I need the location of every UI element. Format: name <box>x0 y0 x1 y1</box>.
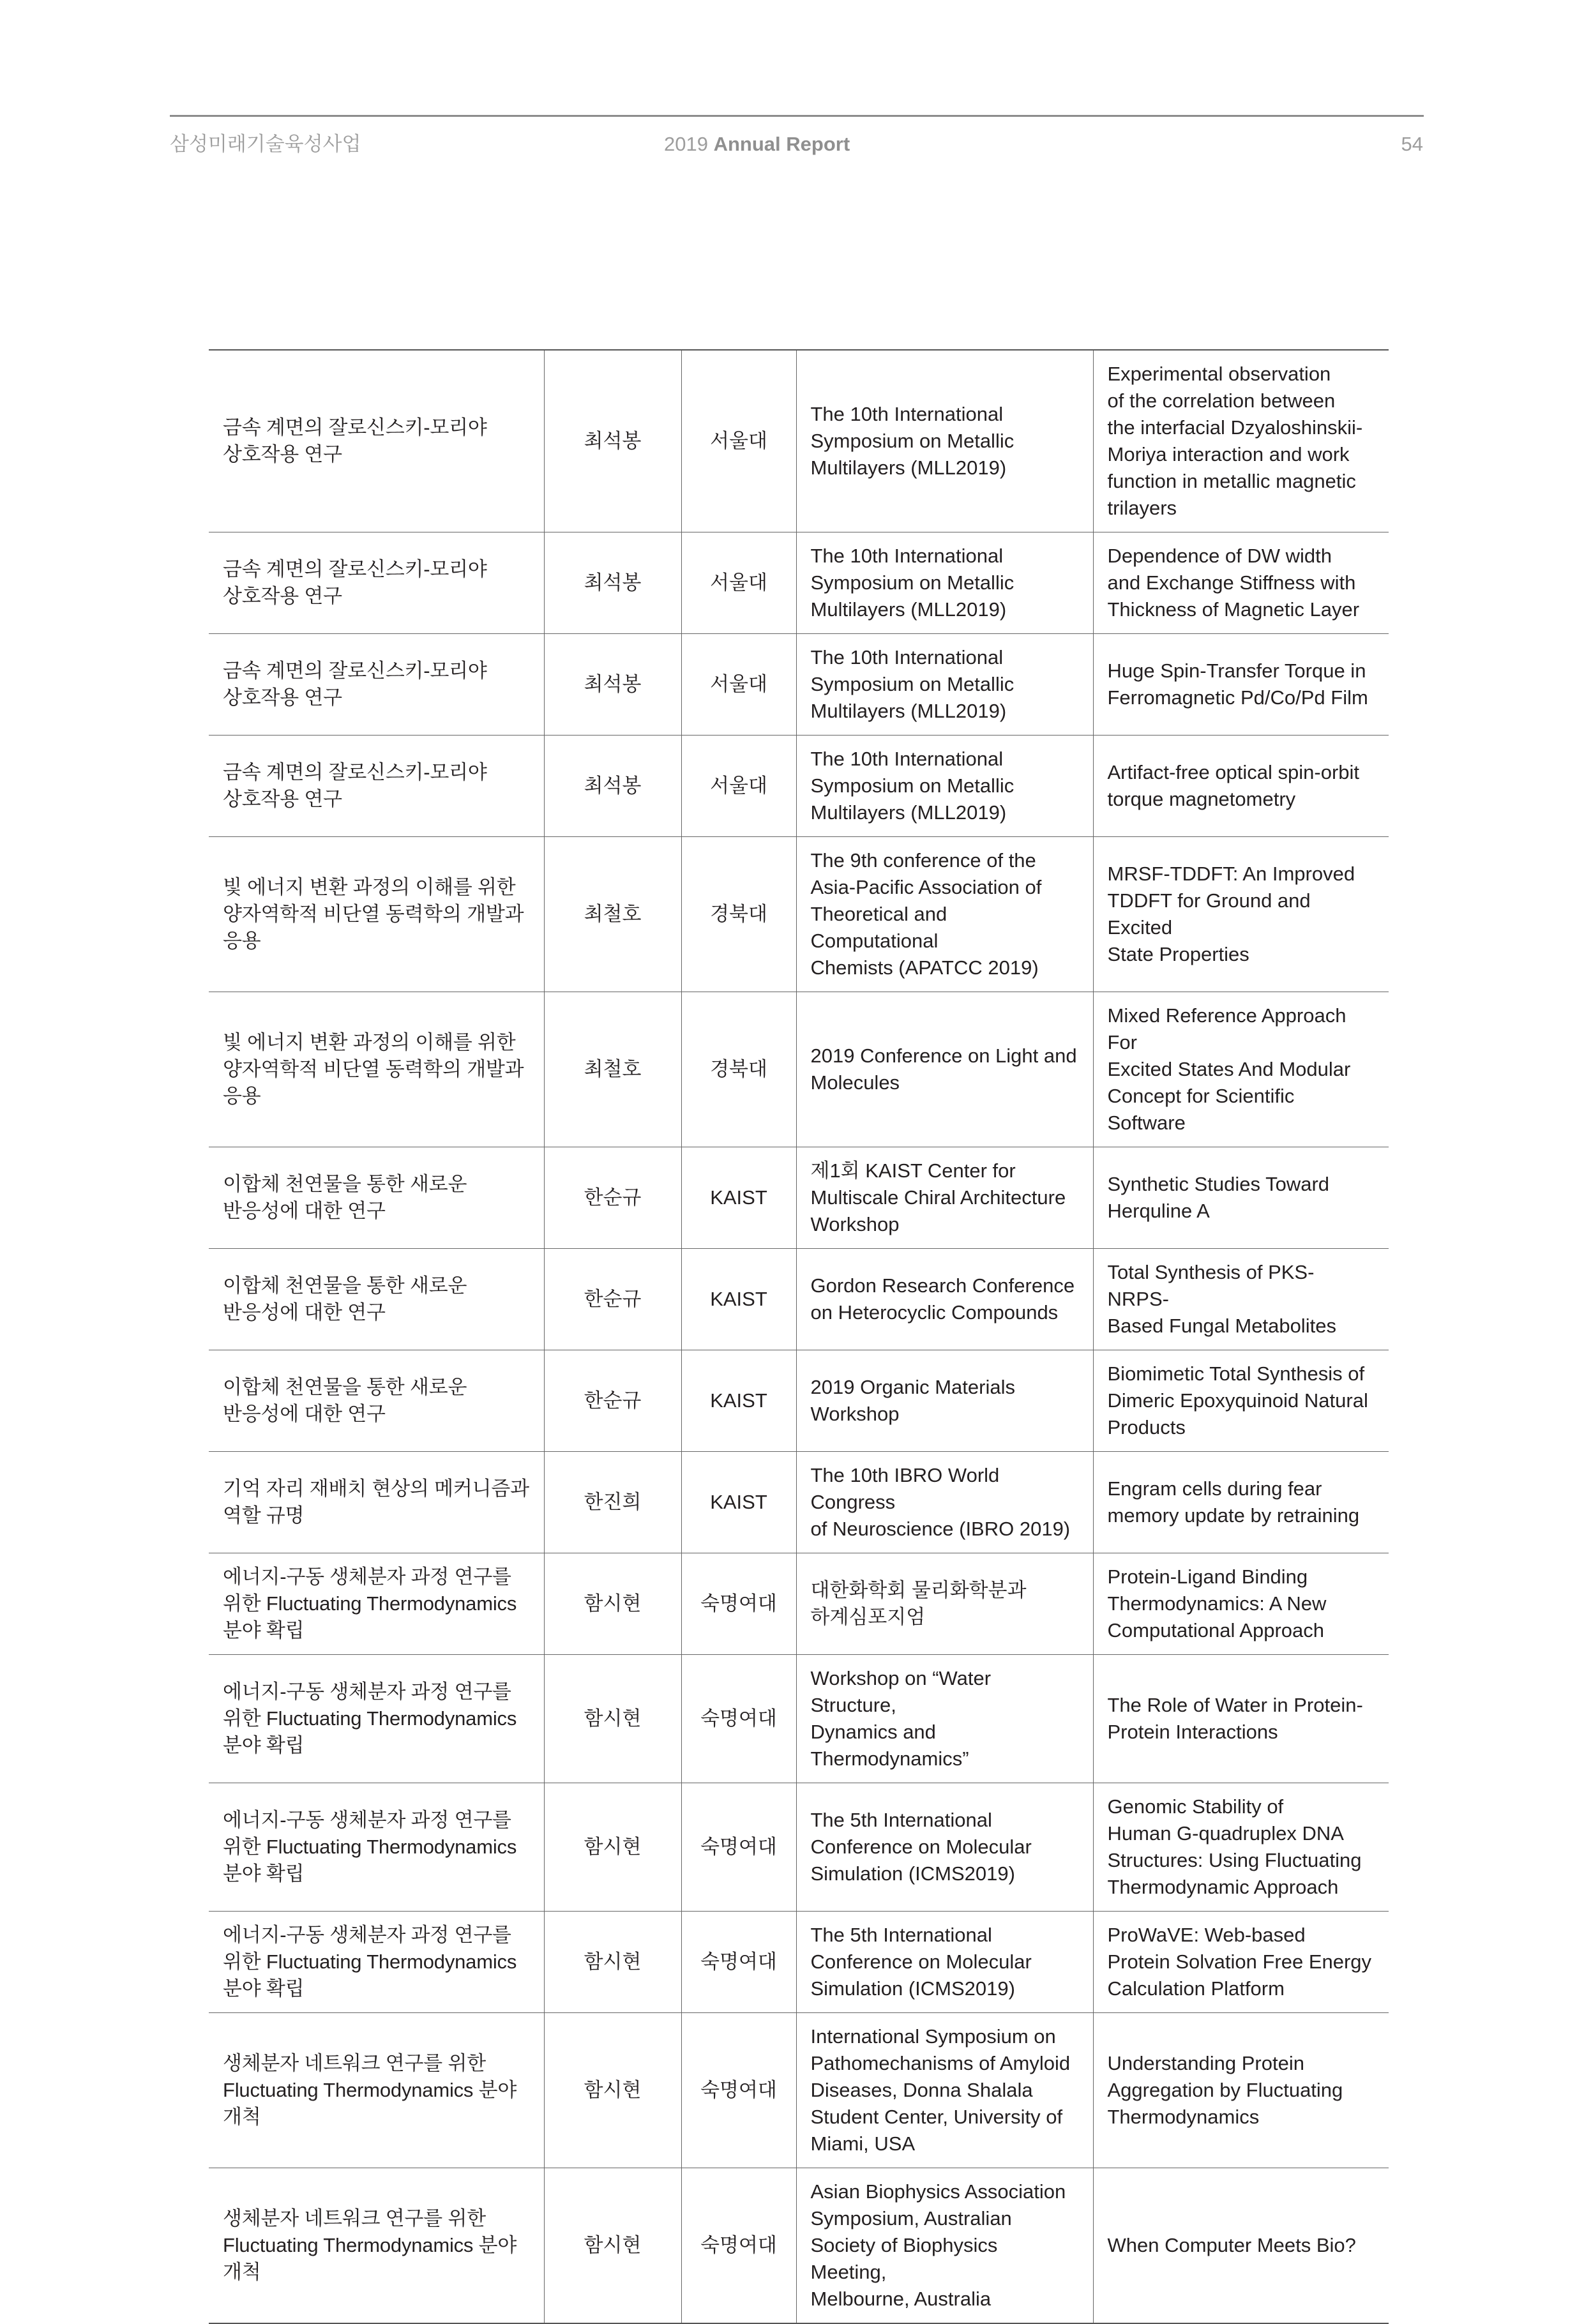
table-row <box>209 2013 1389 2168</box>
researcher-cell: 함시현 <box>544 1783 681 1912</box>
conference-cell: The 5th International Conference on Molecular Simulation (ICMS2019) <box>796 1783 1093 1912</box>
presentation-title-cell: Huge Spin-Transfer Torque in Ferromagnetic Pd/Co/Pd Film <box>1093 634 1389 736</box>
institution-cell: 서울대 <box>681 532 796 634</box>
institution-cell: KAIST <box>681 1350 796 1452</box>
institution-cell: 경북대 <box>681 992 796 1147</box>
researcher-cell: 최철호 <box>544 992 681 1147</box>
research-topic-cell: 금속 계면의 잘로신스키-모리야 상호작용 연구 <box>209 532 544 634</box>
presentation-title-cell: Engram cells during fear memory update by retraining <box>1093 1452 1389 1553</box>
institution-cell: 숙명여대 <box>681 1655 796 1783</box>
researcher-cell: 함시현 <box>544 2168 681 2324</box>
researcher-cell: 최철호 <box>544 837 681 992</box>
institution-cell: 서울대 <box>681 350 796 532</box>
conference-cell: Asian Biophysics Association Symposium, Australian Society of Biophysics Meeting, Melbourne, Australia <box>796 2168 1093 2324</box>
conference-cell: 2019 Organic Materials Workshop <box>796 1350 1093 1452</box>
conference-cell: 2019 Conference on Light and Molecules <box>796 992 1093 1147</box>
presentation-title-cell: When Computer Meets Bio? <box>1093 2168 1389 2324</box>
table-row <box>209 1912 1389 2013</box>
research-topic-cell: 생체분자 네트워크 연구를 위한 Fluctuating Thermodynamics 분야 개척 <box>209 2168 544 2324</box>
research-topic-cell: 금속 계면의 잘로신스키-모리야 상호작용 연구 <box>209 736 544 837</box>
institution-cell: KAIST <box>681 1249 796 1350</box>
research-topic-cell: 빛 에너지 변환 과정의 이해를 위한 양자역학적 비단열 동력학의 개발과 응용 <box>209 837 544 992</box>
research-topic-cell: 생체분자 네트워크 연구를 위한 Fluctuating Thermodynamics 분야 개척 <box>209 2013 544 2168</box>
table-row <box>209 1147 1389 1249</box>
table-row <box>209 634 1389 736</box>
presentation-table <box>209 349 1389 2324</box>
researcher-cell: 함시현 <box>544 1912 681 2013</box>
researcher-cell: 최석봉 <box>544 634 681 736</box>
table-body <box>209 350 1389 2323</box>
report-name: Annual Report <box>713 133 850 155</box>
researcher-cell: 최석봉 <box>544 350 681 532</box>
conference-cell: Workshop on “Water Structure, Dynamics and Thermodynamics” <box>796 1655 1093 1783</box>
presentation-title-cell: Synthetic Studies Toward Herquline A <box>1093 1147 1389 1249</box>
report-title <box>664 132 850 157</box>
researcher-cell: 함시현 <box>544 1655 681 1783</box>
researcher-cell: 한순규 <box>544 1249 681 1350</box>
table-row <box>209 1783 1389 1912</box>
table-row <box>209 1452 1389 1553</box>
table-row <box>209 1553 1389 1655</box>
institution-cell: KAIST <box>681 1147 796 1249</box>
presentation-title-cell: Total Synthesis of PKS-NRPS- Based Fungal Metabolites <box>1093 1249 1389 1350</box>
conference-cell: The 10th International Symposium on Metallic Multilayers (MLL2019) <box>796 736 1093 837</box>
institution-cell: 서울대 <box>681 634 796 736</box>
table-row <box>209 736 1389 837</box>
presentation-title-cell: Genomic Stability of Human G-quadruplex DNA Structures: Using Fluctuating Thermodynamic Approach <box>1093 1783 1389 1912</box>
research-topic-cell: 빛 에너지 변환 과정의 이해를 위한 양자역학적 비단열 동력학의 개발과 응용 <box>209 992 544 1147</box>
researcher-cell: 최석봉 <box>544 532 681 634</box>
conference-cell: The 5th International Conference on Molecular Simulation (ICMS2019) <box>796 1912 1093 2013</box>
conference-cell: The 10th International Symposium on Metallic Multilayers (MLL2019) <box>796 634 1093 736</box>
presentation-title-cell: Biomimetic Total Synthesis of Dimeric Epoxyquinoid Natural Products <box>1093 1350 1389 1452</box>
researcher-cell: 한순규 <box>544 1350 681 1452</box>
researcher-cell: 최석봉 <box>544 736 681 837</box>
table-row <box>209 837 1389 992</box>
research-topic-cell: 에너지-구동 생체분자 과정 연구를 위한 Fluctuating Thermodynamics 분야 확립 <box>209 1783 544 1912</box>
page-number: 54 <box>1401 133 1423 155</box>
header-rule <box>170 115 1424 117</box>
presentation-title-cell: Artifact-free optical spin-orbit torque magnetometry <box>1093 736 1389 837</box>
research-topic-cell: 이합체 천연물을 통한 새로운 반응성에 대한 연구 <box>209 1249 544 1350</box>
institution-cell: 숙명여대 <box>681 1783 796 1912</box>
table-row <box>209 992 1389 1147</box>
conference-cell: International Symposium on Pathomechanisms of Amyloid Diseases, Donna Shalala Student Center, University of Miami, USA <box>796 2013 1093 2168</box>
presentation-title-cell: The Role of Water in Protein- Protein Interactions <box>1093 1655 1389 1783</box>
research-topic-cell: 기억 자리 재배치 현상의 메커니즘과 역할 규명 <box>209 1452 544 1553</box>
presentation-title-cell: Dependence of DW width and Exchange Stiffness with Thickness of Magnetic Layer <box>1093 532 1389 634</box>
conference-cell: The 10th IBRO World Congress of Neuroscience (IBRO 2019) <box>796 1452 1093 1553</box>
conference-cell: The 9th conference of the Asia-Pacific Association of Theoretical and Computational Chemists (APATCC 2019) <box>796 837 1093 992</box>
institution-cell: 숙명여대 <box>681 2168 796 2324</box>
table-row <box>209 532 1389 634</box>
conference-cell: 대한화학회 물리화학분과 하계심포지엄 <box>796 1553 1093 1655</box>
presentation-title-cell: ProWaVE: Web-based Protein Solvation Free Energy Calculation Platform <box>1093 1912 1389 2013</box>
conference-cell: Gordon Research Conference on Heterocyclic Compounds <box>796 1249 1093 1350</box>
report-year: 2019 <box>664 133 708 155</box>
researcher-cell: 한진희 <box>544 1452 681 1553</box>
presentation-title-cell: Protein-Ligand Binding Thermodynamics: A New Computational Approach <box>1093 1553 1389 1655</box>
table-row <box>209 350 1389 532</box>
researcher-cell: 한순규 <box>544 1147 681 1249</box>
presentation-title-cell: MRSF-TDDFT: An Improved TDDFT for Ground and Excited State Properties <box>1093 837 1389 992</box>
conference-cell: The 10th International Symposium on Metallic Multilayers (MLL2019) <box>796 350 1093 532</box>
program-name: 삼성미래기술육성사업 <box>170 133 361 155</box>
presentation-title-cell: Mixed Reference Approach For Excited States And Modular Concept for Scientific Software <box>1093 992 1389 1147</box>
table-row <box>209 1350 1389 1452</box>
institution-cell: 경북대 <box>681 837 796 992</box>
presentation-title-cell: Experimental observation of the correlation between the interfacial Dzyaloshinskii- Moriya interaction and work function in metallic magnetic trilayers <box>1093 350 1389 532</box>
research-topic-cell: 금속 계면의 잘로신스키-모리야 상호작용 연구 <box>209 350 544 532</box>
research-topic-cell: 이합체 천연물을 통한 새로운 반응성에 대한 연구 <box>209 1350 544 1452</box>
institution-cell: 서울대 <box>681 736 796 837</box>
table-row <box>209 1249 1389 1350</box>
research-topic-cell: 에너지-구동 생체분자 과정 연구를 위한 Fluctuating Thermodynamics 분야 확립 <box>209 1655 544 1783</box>
research-topic-cell: 이합체 천연물을 통한 새로운 반응성에 대한 연구 <box>209 1147 544 1249</box>
research-topic-cell: 금속 계면의 잘로신스키-모리야 상호작용 연구 <box>209 634 544 736</box>
institution-cell: 숙명여대 <box>681 2013 796 2168</box>
table-row <box>209 2168 1389 2324</box>
researcher-cell: 함시현 <box>544 1553 681 1655</box>
researcher-cell: 함시현 <box>544 2013 681 2168</box>
research-topic-cell: 에너지-구동 생체분자 과정 연구를 위한 Fluctuating Thermodynamics 분야 확립 <box>209 1553 544 1655</box>
institution-cell: 숙명여대 <box>681 1553 796 1655</box>
institution-cell: 숙명여대 <box>681 1912 796 2013</box>
conference-cell: The 10th International Symposium on Metallic Multilayers (MLL2019) <box>796 532 1093 634</box>
presentation-title-cell: Understanding Protein Aggregation by Fluctuating Thermodynamics <box>1093 2013 1389 2168</box>
conference-cell: 제1회 KAIST Center for Multiscale Chiral Architecture Workshop <box>796 1147 1093 1249</box>
table-row <box>209 1655 1389 1783</box>
institution-cell: KAIST <box>681 1452 796 1553</box>
research-topic-cell: 에너지-구동 생체분자 과정 연구를 위한 Fluctuating Thermodynamics 분야 확립 <box>209 1912 544 2013</box>
